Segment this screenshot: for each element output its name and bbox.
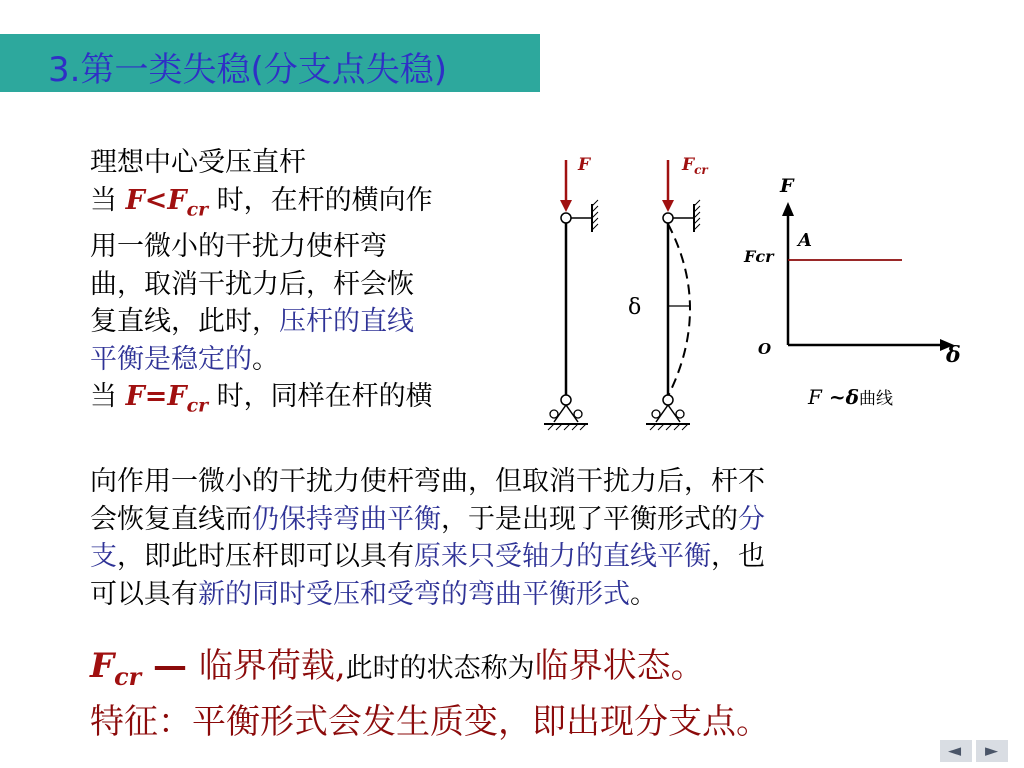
- critical-load-line: $F_{cr}$ — 临界荷载,此时的状态称为临界状态。: [90, 646, 705, 691]
- next-slide-button[interactable]: [976, 740, 1008, 762]
- prev-slide-button[interactable]: [940, 740, 972, 762]
- point-a-label: A: [798, 230, 812, 251]
- text-line: 当 $F<F_{cr}$ 时，在杆的横向作: [90, 184, 433, 220]
- fcr-tick-label: Fcr: [744, 247, 774, 266]
- text-line: 可以具有新的同时受压和受弯的弯曲平衡形式。: [90, 578, 657, 610]
- column-diagram: [540, 148, 760, 438]
- text-line: 理想中心受压直杆: [90, 147, 306, 178]
- axis-label-f: F: [780, 175, 794, 197]
- text-line: 平衡是稳定的。: [90, 343, 279, 375]
- text-line: 支，即此时压杆即可以具有原来只受轴力的直线平衡，也: [90, 541, 765, 572]
- text-line: 复直线，此时，压杆的直线: [90, 306, 414, 338]
- title-bar: [0, 34, 540, 92]
- straight-column: [544, 155, 598, 430]
- origin-label: O: [758, 340, 772, 358]
- axis-label-delta: δ: [946, 342, 961, 368]
- f-delta-graph: [740, 170, 980, 420]
- prev-icon: ◄: [948, 741, 962, 761]
- graph-caption: F ~δ曲线: [808, 385, 893, 409]
- feature-line: 特征：平衡形式会发生质变，即出现分支点。: [90, 702, 770, 742]
- text-line: 会恢复直线而仍保持弯曲平衡，于是出现了平衡形式的分: [90, 503, 765, 535]
- load-label-fcr: $F_{cr}$: [682, 155, 708, 177]
- deflection-label: δ: [628, 295, 642, 320]
- text-line: 曲，取消干扰力后，杆会恢: [90, 268, 414, 300]
- buckled-column: [628, 155, 709, 430]
- paragraph-upper: [90, 144, 433, 425]
- next-icon: ►: [985, 741, 999, 761]
- load-label-f: F: [578, 155, 591, 175]
- text-line: 当 $F=F_{cr}$ 时，同样在杆的横: [90, 381, 433, 417]
- page-title: 3.第一类失稳(分支点失稳): [48, 50, 447, 90]
- text-line: 向作用一微小的干扰力使杆弯曲，但取消干扰力后，杆不: [90, 466, 765, 497]
- text-line: 用一微小的干扰力使杆弯: [90, 231, 387, 263]
- paragraph-lower: [90, 463, 765, 613]
